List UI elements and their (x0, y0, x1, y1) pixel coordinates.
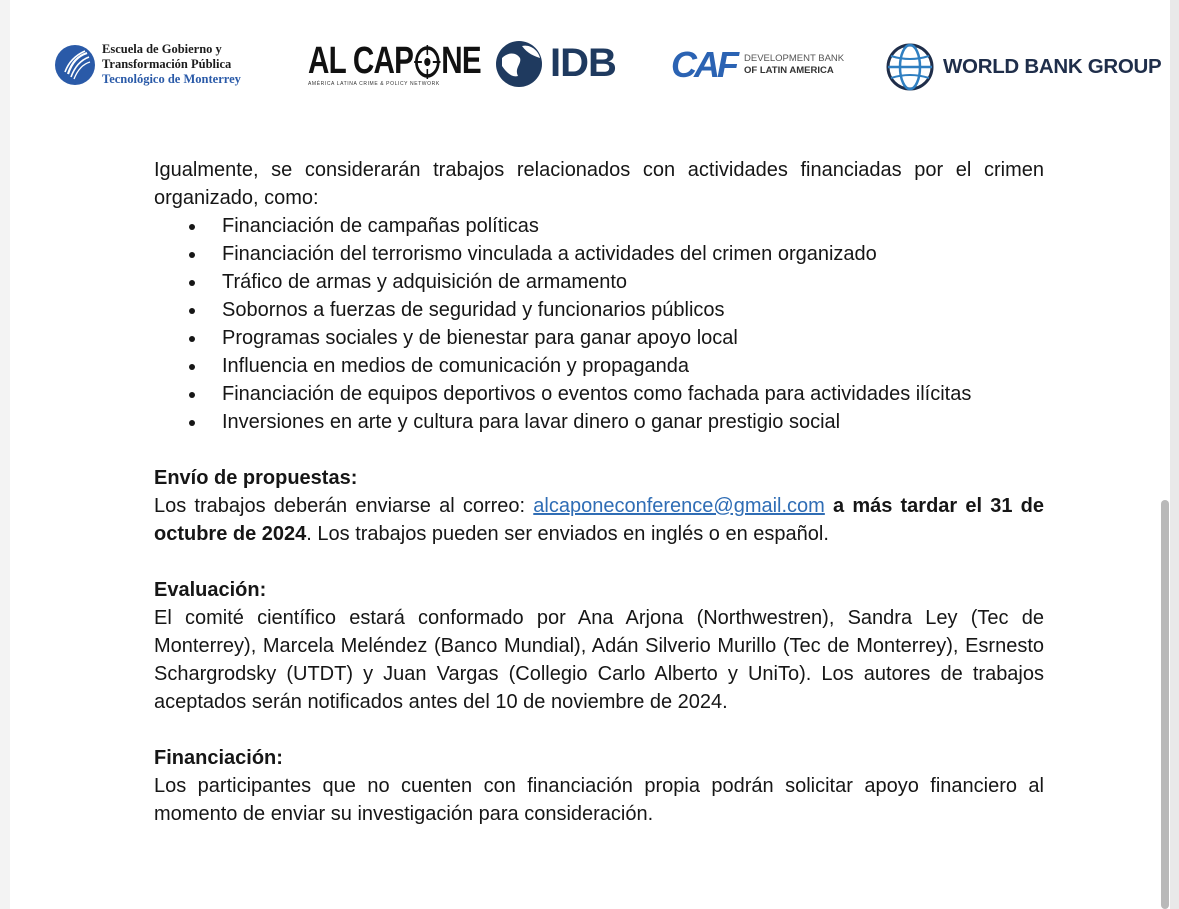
egt-logo (54, 42, 241, 87)
list-item: Inversiones en arte y cultura para lavar dinero o ganar prestigio social (154, 408, 1044, 436)
idb-globe-icon (492, 38, 546, 88)
envio-text-after: . Los trabajos pueden ser enviados en inglés o en español. (306, 523, 829, 545)
alcapone-left: AL CAP (308, 40, 414, 82)
globe-icon (885, 42, 935, 92)
list-item: Financiación de equipos deportivos o eventos como fachada para actividades ilícitas (154, 380, 1044, 408)
caf-text: CAF (671, 44, 736, 85)
intro-paragraph: Igualmente, se considerarán trabajos relacionados con actividades financiadas por el crimen organizado, como: (154, 159, 1044, 209)
bullet-icon (189, 364, 195, 370)
caf-logo (671, 44, 844, 86)
bullet-icon (189, 252, 195, 258)
bullet-icon (189, 420, 195, 426)
wbg-text: WORLD BANK GROUP (943, 55, 1162, 78)
evaluacion-paragraph: El comité científico estará conformado por Ana Arjona (Northwestren), Sandra Ley (Tec de Monterrey), Marcela Meléndez (Banco Mundial), Adán Silverio Murillo (Tec de Monterrey), Esrnesto Schargrodsky (UTDT) y Juan Vargas (Collegio Carlo Alberto y UniTo). Los autores de trabajos aceptados serán notificados antes del 10 de noviembre de 2024. (154, 607, 1044, 713)
document-body (154, 156, 1044, 828)
idb-logo (492, 38, 616, 88)
caf-sub1: DEVELOPMENT BANK (744, 53, 845, 64)
envio-deadline: a más tardar el 31 de octubre de 2024 (154, 495, 1045, 545)
list-item: Influencia en medios de comunicación y propaganda (154, 352, 1044, 380)
list-item: Financiación de campañas políticas (154, 212, 1044, 240)
envio-heading: Envío de propuestas: (154, 467, 358, 489)
bullet-icon (189, 392, 195, 398)
activities-list (154, 212, 1044, 436)
alcapone-right: NE (441, 40, 481, 82)
egt-line1: Escuela de Gobierno y (102, 42, 222, 56)
financiacion-heading: Financiación: (154, 747, 283, 769)
list-item: Tráfico de armas y adquisición de armamento (154, 268, 1044, 296)
envio-paragraph (154, 492, 1044, 548)
crosshair-icon (414, 45, 441, 79)
caf-sub2: OF LATIN AMERICA (744, 65, 834, 76)
list-item: Programas sociales y de bienestar para ganar apoyo local (154, 324, 1044, 352)
scrollbar-thumb[interactable] (1161, 500, 1169, 909)
document-page (10, 0, 1170, 909)
window-edge (1170, 0, 1179, 909)
list-item: Financiación del terrorismo vinculada a actividades del crimen organizado (154, 240, 1044, 268)
bullet-icon (189, 336, 195, 342)
list-item: Sobornos a fuerzas de seguridad y funcionarios públicos (154, 296, 1044, 324)
bullet-icon (189, 308, 195, 314)
idb-text: IDB (550, 40, 616, 85)
financiacion-paragraph: Los participantes que no cuenten con financiación propia podrán solicitar apoyo financiero al momento de enviar su investigación para consideración. (154, 775, 1044, 825)
bullet-icon (189, 224, 195, 230)
world-bank-logo (885, 42, 1161, 92)
email-link[interactable]: alcaponeconference@gmail.com (533, 495, 825, 517)
bullet-icon (189, 280, 195, 286)
egt-emblem-icon (54, 44, 96, 86)
evaluacion-heading: Evaluación: (154, 579, 267, 601)
egt-line3: Tecnológico de Monterrey (102, 72, 241, 86)
envio-text-before: Los trabajos deberán enviarse al correo: (154, 495, 534, 517)
alcapone-subtitle: AMÉRICA LATINA CRIME & POLICY NETWORK (308, 81, 440, 87)
egt-line2: Transformación Pública (102, 57, 232, 71)
